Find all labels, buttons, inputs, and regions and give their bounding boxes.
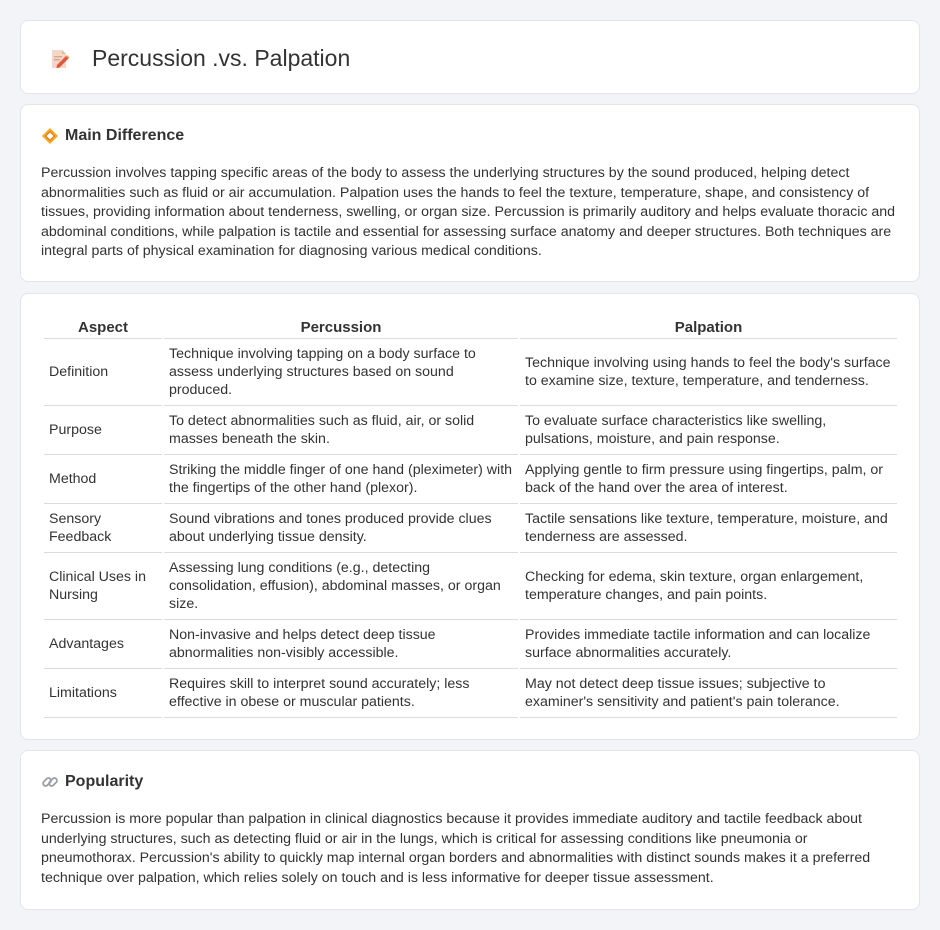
main-difference-card (20, 104, 920, 282)
palpation-cell: Tactile sensations like texture, temperature, moisture, and tenderness are assessed. (520, 504, 897, 553)
percussion-cell: Technique involving tapping on a body surface to assess underlying structures based on sound produced. (164, 339, 518, 406)
percussion-cell: Striking the middle finger of one hand (pleximeter) with the fingertips of the other hand (plexor). (164, 455, 518, 504)
header-card (20, 20, 920, 94)
header-aspect: Aspect (44, 317, 162, 339)
table-header-row (44, 317, 897, 339)
comparison-table (42, 317, 899, 718)
table-row (44, 669, 897, 718)
main-difference-heading: Main Difference (65, 127, 185, 144)
table-row (44, 620, 897, 669)
aspect-cell: Purpose (44, 406, 162, 455)
document-pencil-icon (48, 48, 70, 70)
percussion-cell: Requires skill to interpret sound accurately; less effective in obese or muscular patients. (164, 669, 518, 718)
aspect-cell: Clinical Uses in Nursing (44, 553, 162, 620)
diamond-icon (41, 127, 59, 145)
comparison-card (20, 293, 920, 740)
popularity-text: Percussion is more popular than palpation in clinical diagnostics because it provides immediate auditory and tactile feedback about underlying structures, such as detecting fluid or air in the lungs, which is critical for assessing conditions like pneumonia or pneumothorax. Percussion's ability to quickly map internal organ borders and abnormalities with distinct sounds makes it a preferred technique over palpation, which relies solely on touch and is less informative for deeper tissue assessment. (41, 811, 871, 886)
palpation-cell: Provides immediate tactile information and can localize surface abnormalities accurately. (520, 620, 897, 669)
page-title: Percussion .vs. Palpation (92, 45, 351, 71)
percussion-cell: Assessing lung conditions (e.g., detecting consolidation, effusion), abdominal masses, or organ size. (164, 553, 518, 620)
palpation-cell: Technique involving using hands to feel the body's surface to examine size, texture, temperature, and tenderness. (520, 339, 897, 406)
table-row (44, 504, 897, 553)
popularity-header (41, 773, 143, 791)
aspect-cell: Method (44, 455, 162, 504)
popularity-heading: Popularity (65, 773, 144, 790)
palpation-cell: Applying gentle to firm pressure using fingertips, palm, or back of the hand over the area of interest. (520, 455, 897, 504)
table-row (44, 455, 897, 504)
percussion-cell: Sound vibrations and tones produced provide clues about underlying tissue density. (164, 504, 518, 553)
header-percussion: Percussion (164, 317, 518, 339)
header-palpation: Palpation (520, 317, 897, 339)
table-row (44, 406, 897, 455)
palpation-cell: Checking for edema, skin texture, organ enlargement, temperature changes, and pain points. (520, 553, 897, 620)
main-difference-text: Percussion involves tapping specific areas of the body to assess the underlying structures by the sound produced, helping detect abnormalities such as fluid or air accumulation. Palpation uses the hands to feel the texture, temperature, shape, and consistency of tissues, providing information about tenderness, swelling, or organ size. Percussion is primarily auditory and helps evaluate thoracic and abdominal conditions, while palpation is tactile and essential for assessing surface anatomy and deeper structures. Both techniques are integral parts of physical examination for diagnosing various medical conditions. (41, 165, 896, 260)
table-row (44, 553, 897, 620)
aspect-cell: Definition (44, 339, 162, 406)
aspect-cell: Sensory Feedback (44, 504, 162, 553)
palpation-cell: May not detect deep tissue issues; subjective to examiner's sensitivity and patient's pain tolerance. (520, 669, 897, 718)
percussion-cell: Non-invasive and helps detect deep tissue abnormalities non-visibly accessible. (164, 620, 518, 669)
main-difference-header (41, 127, 184, 145)
link-icon (41, 773, 59, 791)
popularity-card (20, 750, 920, 910)
aspect-cell: Advantages (44, 620, 162, 669)
aspect-cell: Limitations (44, 669, 162, 718)
percussion-cell: To detect abnormalities such as fluid, air, or solid masses beneath the skin. (164, 406, 518, 455)
palpation-cell: To evaluate surface characteristics like swelling, pulsations, moisture, and pain response. (520, 406, 897, 455)
table-row (44, 339, 897, 406)
